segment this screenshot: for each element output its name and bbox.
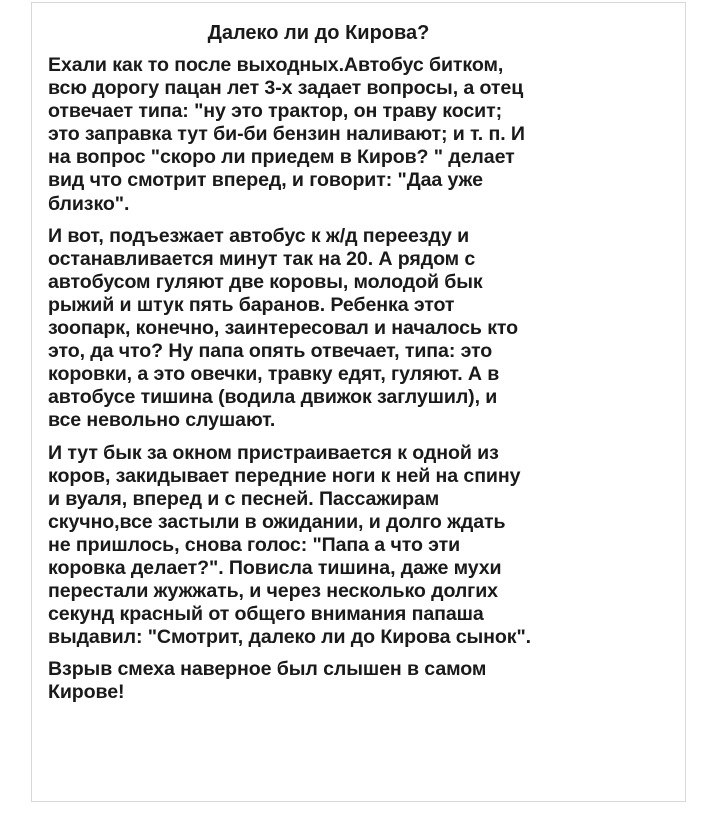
text-line: это заправка тут би-би бензин наливают; и т. п. И — [48, 123, 525, 146]
text-line: и вуаля, вперед и с песней. Пассажирам — [48, 487, 440, 510]
text-line: рыжий и штук пять баранов. Ребенка этот — [48, 293, 455, 316]
text-line: коровки, а это овечки, травку едят, гуляют. А в — [48, 363, 500, 386]
paragraph-3 — [48, 442, 668, 650]
text-line: всю дорогу пацан лет 3-х задает вопросы, а отец — [48, 77, 524, 100]
text-line: зоопарк, конечно, заинтересовал и началось кто — [48, 317, 519, 340]
text-line: не пришлось, снова голос: "Папа а что эти — [48, 533, 461, 556]
text-line: скучно,все застыли в ожидании, и долго ждать — [48, 510, 506, 533]
paragraph-2 — [48, 225, 668, 433]
text-line: И тут бык за окном пристраивается к одной из — [48, 441, 499, 464]
text-line: коров, закидывает передние ноги к ней на спину — [48, 464, 521, 487]
text-line: секунд красный от общего внимания папаша — [48, 603, 484, 626]
text-line: останавливается минут так на 20. А рядом с — [48, 247, 476, 270]
text-line: автобусом гуляют две коровы, молодой бык — [48, 270, 483, 293]
text-line: вид что смотрит вперед, и говорит: "Даа уже — [48, 169, 483, 192]
text-line: Взрыв смеха наверное был слышен в самом — [48, 658, 487, 681]
text-line: коровка делает?". Повисла тишина, даже мухи — [48, 556, 502, 579]
text-line: перестали жужжать, и через несколько долгих — [48, 580, 498, 603]
text-line: все невольно слушают. — [48, 409, 276, 432]
text-line: это, да что? Ну папа опять отвечает, типа: это — [48, 340, 493, 363]
text-line: на вопрос "скоро ли приедем в Киров? " делает — [48, 146, 515, 169]
text-line: Кирове! — [48, 681, 125, 704]
text-line: автобусе тишина (водила движок заглушил), и — [48, 386, 498, 409]
text-line: Ехали как то после выходных.Автобус битком, — [48, 54, 504, 76]
paragraph-4 — [48, 658, 668, 704]
text-line: близко". — [48, 192, 130, 215]
text-line: выдавил: "Смотрит, далеко ли до Кирова сынок". — [48, 626, 532, 649]
story-body — [48, 54, 668, 714]
text-line: отвечает типа: "ну это трактор, он траву косит; — [48, 100, 503, 123]
text-line: И вот, подъезжает автобус к ж/д переезду и — [48, 224, 470, 247]
story-title: Далеко ли до Кирова? — [207, 22, 430, 44]
paragraph-1 — [48, 54, 668, 216]
